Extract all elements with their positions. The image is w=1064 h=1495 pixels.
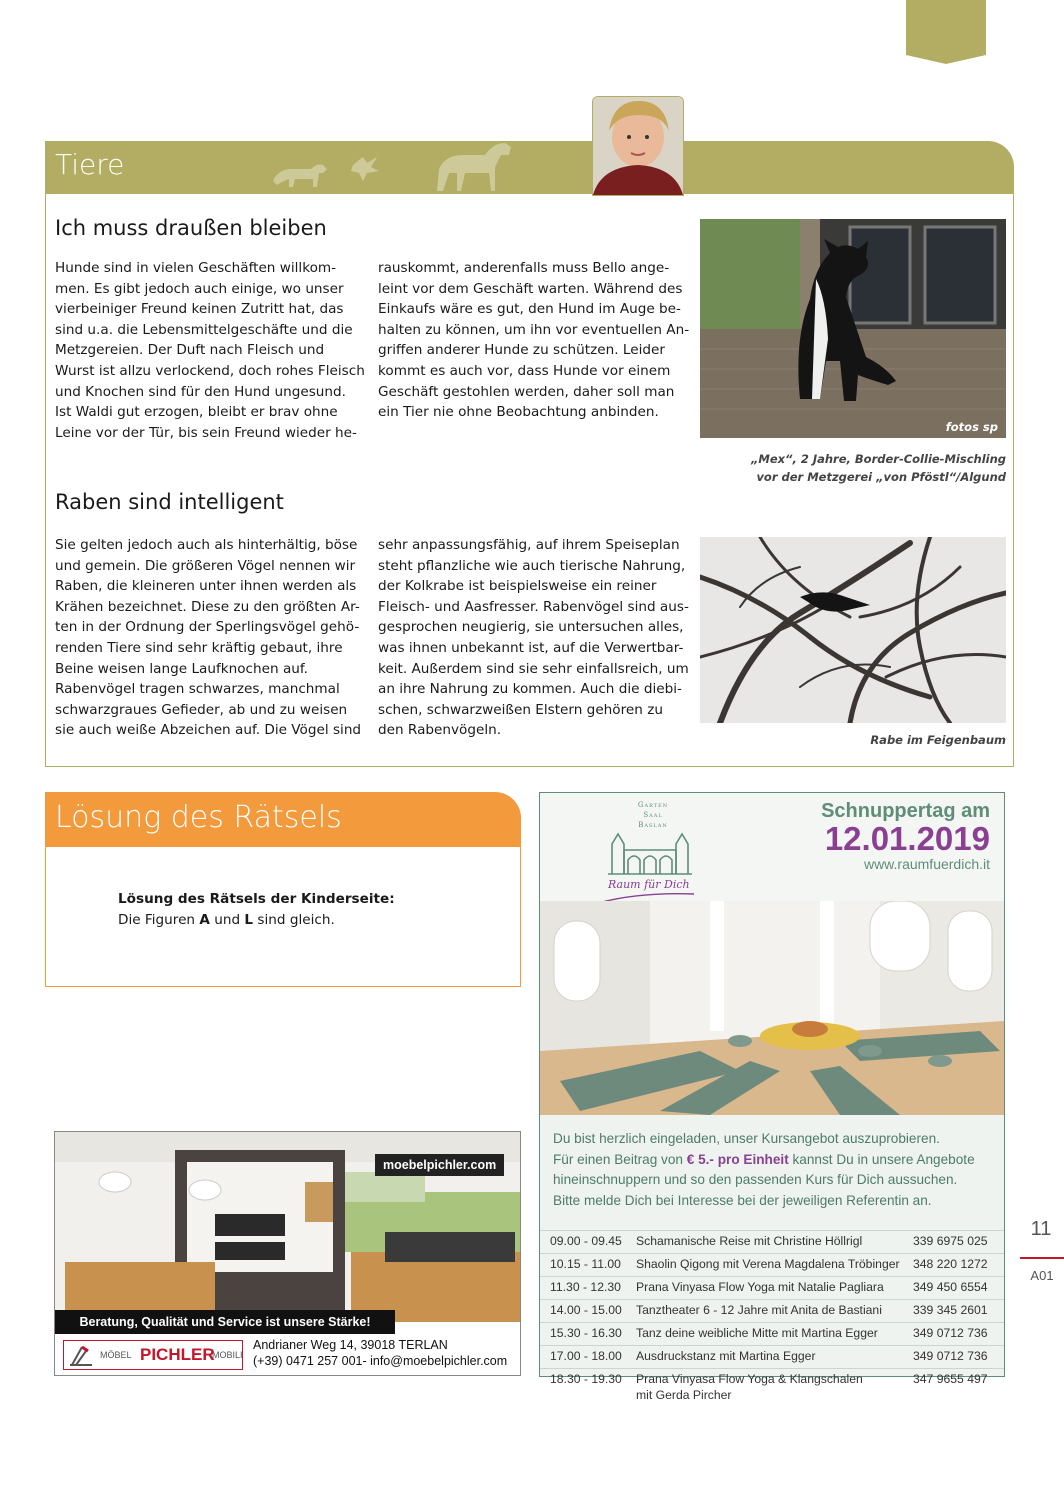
schedule-row: 11.30 - 12.30 Prana Vinyasa Flow Yoga mit Natalie Pagliara 349 450 6554 — [540, 1276, 1004, 1300]
raum-logo: Garten Saal Baslan — [637, 801, 669, 829]
building-logo-icon — [606, 830, 696, 876]
moebel-slogan: Beratung, Qualität und Service ist unsere Stärke! — [55, 1310, 395, 1334]
raven-photo-caption: Rabe im Feigenbaum — [870, 733, 1006, 747]
moebel-address: Andrianer Weg 14, 39018 TERLAN — [253, 1338, 448, 1352]
schedule-row: 17.00 - 18.00 Ausdruckstanz mit Martina Egger 349 0712 736 — [540, 1345, 1004, 1369]
section-title-tiere: Tiere — [55, 148, 125, 181]
article-raben-col2: sehr anpassungsfähig, auf ihrem Speiseplan steht pflanzliche wie auch tierische Nahrung, der Kolkrabe ist beispielsweise ein reiner Fleisch- und Aasfresser. Rabenvögel sind aus- gesprochen neugierig, sie untersuchen alles, was ihnen unbekannt ist, auf die Verwertbar- keit. Außerdem sind sie sehr einfallsreich, um an ihre Nahrung zu kommen. Auch die diebi- schen, schwarzweißen Elstern gehören zu den Rabenvögeln. — [378, 537, 689, 739]
moebel-logo: MÖBEL PICHLER MOBILI — [63, 1340, 243, 1370]
dog-photo — [700, 219, 1006, 438]
section-title-loesung: Lösung des Rätsels — [55, 800, 342, 835]
schedule-row: 15.30 - 16.30 Tanz deine weibliche Mitte mit Martina Egger 349 0712 736 — [540, 1322, 1004, 1346]
animal-silhouettes-icon — [45, 141, 1014, 194]
schedule-row: 18.30 - 19.30 Prana Vinyasa Flow Yoga & Klangschalen 347 9655 497 mit Gerda Pircher — [540, 1368, 1004, 1377]
loesung-line2: Die Figuren A und L sind gleich. — [118, 912, 335, 928]
moebel-logo-icon — [68, 1343, 94, 1369]
loesung-line1: Lösung des Rätsels der Kinderseite: — [118, 891, 395, 907]
article-hunde-col1: Hunde sind in vielen Geschäften willkom- men. Es gibt jedoch auch einige, wo unser vierbeiniger Freund keinen Zutritt hat, das sind u.a. die Lebensmittelgeschäfte und die Metzgereien. Der Duft nach Fleisch und Wurst ist allzu verlockend, doch rohes Fleisch und Knochen sind für den Hund ungesund. Ist Waldi gut erzogen, bleibt er brav ohne Leine vor der Tür, bis sein Freund wieder he- — [55, 260, 365, 441]
ad-intro: Du bist herzlich eingeladen, unser Kursangebot auszuprobieren. Für einen Beitrag von € 5.- pro Einheit kannst Du in unsere Angebote hineinschnuppern und so den passenden Kurs für Dich aussuchen. Bitte melde Dich bei Interesse bei der jeweiligen Referentin an. — [553, 1131, 975, 1208]
tiere-header-bar — [45, 141, 1014, 194]
page-number: 11 — [1030, 1218, 1052, 1240]
article-heading-hunde: Ich muss draußen bleiben — [55, 216, 327, 240]
ad-headline: Schnuppertag am — [821, 800, 990, 822]
author-portrait — [592, 96, 684, 196]
ad-date: 12.01.2019 — [824, 820, 990, 857]
article-raben-col1: Sie gelten jedoch auch als hinterhältig, böse und gemein. Die größeren Vögel nennen wir Raben, die kleineren unter ihnen werden als Krähen bezeichnet. Diese zu den größten Ar- ten in der Ordnung der Sperlingsvögel gehö- renden Tiere sind sehr kräftig gebaut, ihre Beine weisen lange Laufknochen auf. Rabenvögel tragen schwarzes, manchmal schwarzgraues Gefieder, ab und zu weisen sie auch weiße Abzeichen auf. Die Vögel sind — [55, 537, 362, 739]
schedule-row: 14.00 - 15.00 Tanztheater 6 - 12 Jahre mit Anita de Bastiani 339 345 2601 — [540, 1299, 1004, 1323]
page-number-divider — [1020, 1257, 1064, 1259]
article-heading-raben: Raben sind intelligent — [55, 490, 284, 514]
dog-photo-caption: „Mex“, 2 Jahre, Border-Collie-Mischling vor der Metzgerei „von Pföstl“/Algund — [750, 452, 1006, 484]
yoga-room-photo — [540, 901, 1004, 1115]
moebel-url-badge[interactable]: moebelpichler.com — [375, 1154, 504, 1176]
schedule-row: 09.00 - 09.45 Schamanische Reise mit Christine Höllrigl 339 6975 025 — [540, 1230, 1004, 1254]
page-code: A01 — [1030, 1268, 1054, 1283]
moebel-contact: (+39) 0471 257 001- info@moebelpichler.com — [253, 1354, 508, 1368]
ad-url[interactable]: www.raumfuerdich.it — [863, 856, 990, 872]
article-hunde-col2: rauskommt, anderenfalls muss Bello ange- leint vor dem Geschäft warten. Während des Einkaufs wäre es gut, den Hund im Auge be- halten zu können, um ihn vor eventuellen An- griffen anderer Hunde zu schützen. Leider kommt es auch vor, dass Hunde vor einem Geschäft gestohlen werden, daher soll man ein Tier nie ohne Beobachtung anbinden. — [378, 260, 690, 421]
schedule-row: 10.15 - 11.00 Shaolin Qigong mit Verena Magdalena Tröbinger 348 220 1272 — [540, 1253, 1004, 1277]
photo-credit: fotos sp — [945, 420, 998, 434]
top-tab — [906, 0, 986, 64]
raum-logo-script: Raum für Dich — [608, 878, 690, 891]
raven-photo — [700, 537, 1006, 723]
moebel-pichler-ad — [54, 1131, 521, 1376]
